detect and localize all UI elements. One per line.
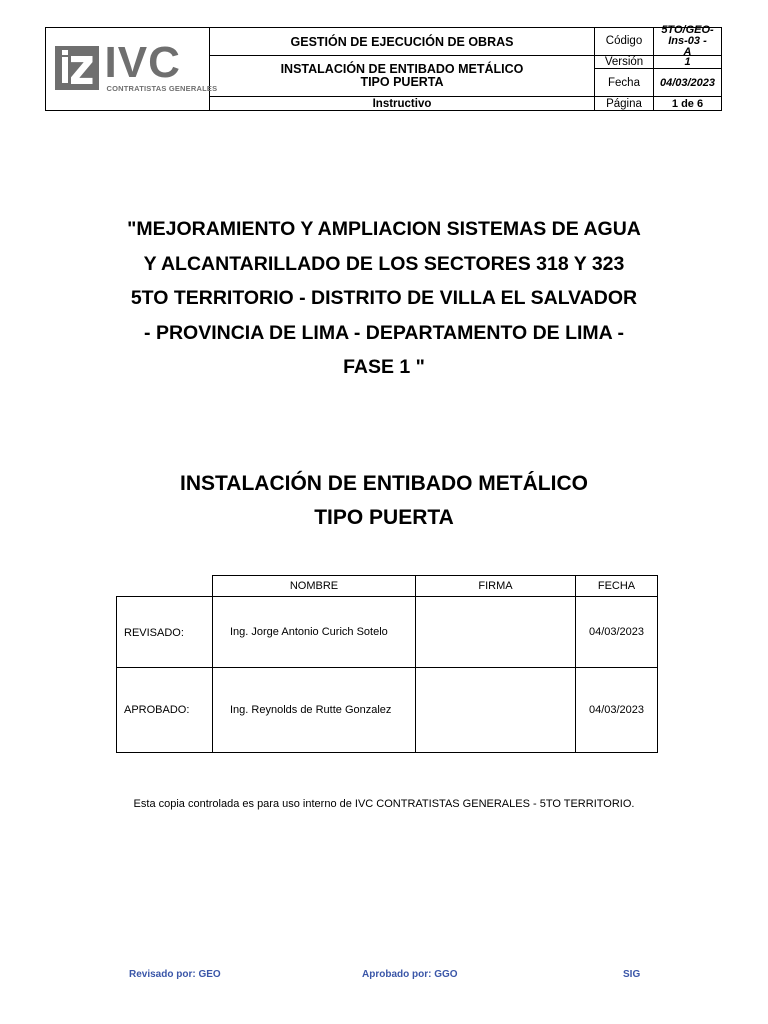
signature-field-aprobado <box>415 667 575 753</box>
value-pagina: 1 de 6 <box>671 97 704 110</box>
project-title-line: "MEJORAMIENTO Y AMPLIACION SISTEMAS DE AGUA <box>127 218 641 240</box>
document-title-line-1: INSTALACIÓN DE ENTIBADO METÁLICO <box>180 472 588 495</box>
logo-mark-icon <box>55 46 99 90</box>
project-title <box>80 212 688 385</box>
row-date-aprobado: 04/03/2023 <box>575 667 658 753</box>
footer-revisado: Revisado por: GEO <box>129 969 221 980</box>
logo-subtitle: CONTRATISTAS GENERALES <box>106 84 218 93</box>
signature-table <box>116 575 658 753</box>
value-codigo-line-1: 5TO/GEO-Ins-03 - <box>661 24 714 47</box>
controlled-copy-note: Esta copia controlada es para uso interno de IVC CONTRATISTAS GENERALES - 5TO TERRITORIO. <box>133 798 635 810</box>
project-title-line: FASE 1 " <box>343 356 425 378</box>
header-document-title <box>210 56 595 97</box>
col-header-fecha: FECHA <box>575 575 658 597</box>
project-title-line: - PROVINCIA DE LIMA - DEPARTAMENTO DE LIMA - <box>144 321 624 344</box>
document-header-table <box>45 24 722 111</box>
logo-cell <box>46 28 218 110</box>
label-codigo: Código <box>595 28 654 56</box>
value-version: 1 <box>654 56 721 69</box>
footer-aprobado: Aprobado por: GGO <box>362 969 458 980</box>
row-role-aprobado: APROBADO: <box>116 667 212 753</box>
signature-field-revisado <box>415 596 575 668</box>
col-header-nombre: NOMBRE <box>212 575 415 597</box>
logo-brand: IVC <box>104 38 181 87</box>
label-fecha: Fecha <box>595 69 654 97</box>
col-header-firma: FIRMA <box>415 575 575 597</box>
row-date-revisado: 04/03/2023 <box>575 596 658 668</box>
row-name-aprobado: Ing. Reynolds de Rutte Gonzalez <box>212 667 415 753</box>
project-title-line: 5TO TERRITORIO - DISTRITO DE VILLA EL SALVADOR <box>130 287 638 309</box>
document-title <box>80 467 688 535</box>
value-fecha: 04/03/2023 <box>654 69 721 97</box>
row-name-revisado: Ing. Jorge Antonio Curich Sotelo <box>212 596 415 668</box>
footer-sig: SIG <box>623 969 641 980</box>
header-process-title: GESTIÓN DE EJECUCIÓN DE OBRAS <box>210 28 595 56</box>
value-codigo <box>654 24 721 58</box>
document-title-line-2: TIPO PUERTA <box>314 506 454 529</box>
label-pagina: Página <box>595 97 654 110</box>
value-codigo-line-2: A <box>683 46 692 58</box>
header-title-line-1: INSTALACIÓN DE ENTIBADO METÁLICO <box>280 62 524 76</box>
header-title-line-2: TIPO PUERTA <box>360 75 444 89</box>
header-doc-type: Instructivo <box>210 97 595 110</box>
label-version: Versión <box>595 56 654 69</box>
project-title-line: Y ALCANTARILLADO DE LOS SECTORES 318 Y 323 <box>143 252 625 275</box>
company-logo <box>55 38 218 94</box>
row-role-revisado: REVISADO: <box>116 596 212 668</box>
